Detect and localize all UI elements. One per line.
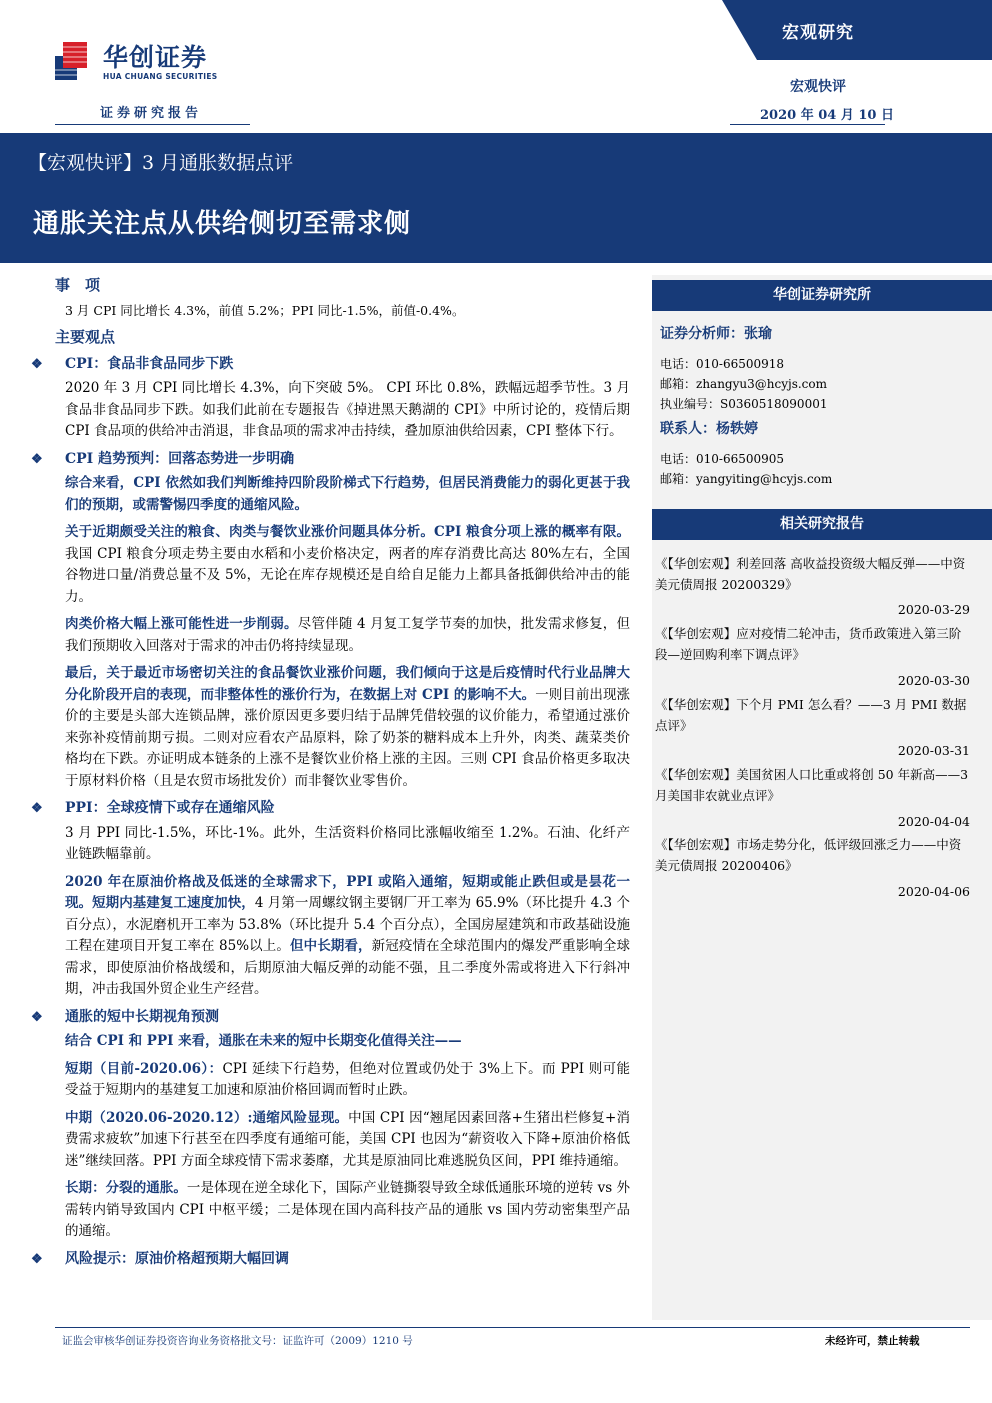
section-ppi-heading xyxy=(31,798,630,820)
catering-lead: 最后，关于最近市场密切关注的食品餐饮业涨价问题，我们倾向于这是后疫情时代行业品牌大分化阶段开启的表现，而非整体性的涨价行为，在数据上对 CPI 的影响不大。 xyxy=(65,665,630,703)
related-report-date: 2020-03-30 xyxy=(897,673,970,688)
related-report-item[interactable]: 《【华创宏观】美国贫困人口比重或将创 50 年新高——3 月美国非农就业点评》 xyxy=(655,767,969,803)
logo-chinese-name: 华创证券 xyxy=(103,43,208,72)
report-tag: 证券研究报告 xyxy=(100,106,203,121)
diamond-bullet-icon: ❖ xyxy=(31,451,43,467)
diamond-bullet-icon: ❖ xyxy=(31,801,43,816)
corner-label: 宏观研究 xyxy=(782,23,854,43)
cpi-trend-catering xyxy=(55,663,630,792)
cpi-trend-summary: 综合来看，CPI 依然如我们判断维持四阶段阶梯式下行趋势，但居民消费能力的弱化更甚于我们的预期，或需警惕四季度的通缩风险。 xyxy=(65,475,630,513)
footer-license: 证监会审核华创证券投资咨询业务资格批文号：证监许可（2009）1210 号 xyxy=(62,1335,413,1347)
banner-subtitle: 【宏观快评】3 月通胀数据点评 xyxy=(28,152,294,174)
section-cpi-paragraph: 2020 年 3 月 CPI 同比增长 4.3%，向下突破 5%。 CPI 环比 0.8%，跌幅远超季节性。3 月食品非食品同步下跌。如我们此前在专题报告《掉进黑天鹅湖的 CPI》中所讨论的，疫情后期 CPI 食品项的供给冲击消退，非食品项的需求冲击持续，叠加原油供给因素，CPI 整体下行。 xyxy=(65,380,630,439)
ppi-body-2: 新冠疫情在全球范围内的爆发严重影响全球需求，即使原油价格战缓和，后期原油大幅反弹的动能不强，且二季度外需或将进入下行斜冲期，冲击我国外贸企业生产经营。 xyxy=(65,938,631,997)
header-divider-left xyxy=(55,124,250,125)
section-risk-title: 风险提示：原油价格超预期大幅回调 xyxy=(65,1250,289,1267)
section-cpi-trend-heading xyxy=(31,449,630,471)
company-logo-icon xyxy=(55,42,95,82)
related-report-item[interactable]: 《【华创宏观】下个月 PMI 怎么看？——3 月 PMI 数据点评》 xyxy=(655,697,967,733)
views-heading: 主要观点 xyxy=(55,328,116,346)
company-logo xyxy=(55,38,245,88)
meat-lead: 肉类价格大幅上涨可能性进一步削弱。 xyxy=(65,616,298,632)
ppi-lead-2: 但中长期看， xyxy=(289,938,372,954)
ppi-paragraph-2 xyxy=(55,872,630,1001)
logo-english-name: HUA CHUANG SECURITIES xyxy=(103,72,218,81)
cpi-trend-grain xyxy=(55,522,630,608)
mid-term-lead: 中期（2020.06-2020.12）:通缩风险显现。 xyxy=(65,1109,349,1126)
report-date: 2020 年 04 月 10 日 xyxy=(760,108,894,123)
analyst-cert: 执业编号：S0360518090001 xyxy=(660,397,828,411)
outlook-mid-term xyxy=(55,1108,630,1173)
diamond-bullet-icon: ❖ xyxy=(31,1009,43,1025)
related-report-date: 2020-04-04 xyxy=(897,814,970,829)
outlook-short-term xyxy=(55,1059,630,1102)
main-content xyxy=(31,275,631,1270)
footer-divider xyxy=(55,1327,970,1328)
short-term-body: CPI 延续下行趋势，但绝对位置或仍处于 3%上下。而 PPI 则可能受益于短期内的基建复工加速和原油价格回调而暂时止跌。 xyxy=(65,1060,631,1098)
ppi-body-1: 4 月第一周螺纹钢主要钢厂开工率为 65.9%（环比提升 4.3 个百分点），水泥磨机开工率为 53.8%（环比提升 5.4 个百分点），全国房屋建筑和市政基础设施工程在建项目开复工率在 85%以上。 xyxy=(65,895,631,954)
section-outlook-title: 通胀的短中长期视角预测 xyxy=(65,1008,219,1025)
section-risk-heading xyxy=(31,1249,630,1271)
institute-title: 华创证券研究所 xyxy=(652,280,992,311)
meat-body: 尽管伴随 4 月复工复学节奏的加快，批发需求修复，但我们预期收入回落对于需求的冲击仍将持续显现。 xyxy=(65,616,631,654)
related-reports-title: 相关研究报告 xyxy=(652,509,992,540)
corner-tab xyxy=(722,0,992,60)
contact-email[interactable]: 邮箱：yangyiting@hcyjs.com xyxy=(660,472,833,486)
outlook-lead: 结合 CPI 和 PPI 来看，通胀在未来的短中长期变化值得关注—— xyxy=(65,1033,462,1049)
section-outlook-heading xyxy=(31,1007,630,1029)
section-cpi-trend-title: CPI 趋势预判：回落态势进一步明确 xyxy=(65,450,295,467)
analyst-email[interactable]: 邮箱：zhangyu3@hcyjs.com xyxy=(660,377,828,391)
long-term-body: 一是体现在逆全球化下，国际产业链撕裂导致全球低通胀环境的逆转 vs 外需转内销导致国内 CPI 中枢平缓；二是体现在国内高科技产品的通胀 vs 国内劳动密集型产品的通缩。 xyxy=(65,1180,631,1239)
contact-name: 联系人：杨轶婷 xyxy=(660,421,758,437)
event-text: 3 月 CPI 同比增长 4.3%，前值 5.2%；PPI 同比-1.5%，前值-0.4%。 xyxy=(65,302,465,318)
grain-lead: 关于近期颇受关注的粮食、肉类与餐饮业涨价问题具体分析。CPI 粮食分项上涨的概率有限。 xyxy=(65,524,630,540)
diamond-bullet-icon: ❖ xyxy=(31,1251,43,1267)
contact-phone: 电话：010-66500905 xyxy=(660,452,785,466)
related-report-date: 2020-04-06 xyxy=(897,884,970,899)
banner-title: 通胀关注点从供给侧切至需求侧 xyxy=(33,209,412,239)
cpi-trend-meat xyxy=(55,614,630,657)
related-report-date: 2020-03-31 xyxy=(897,743,970,758)
related-report-item[interactable]: 《【华创宏观】应对疫情二轮冲击，货币政策进入第三阶段—逆回购利率下调点评》 xyxy=(655,626,962,662)
report-type: 宏观快评 xyxy=(790,79,846,95)
long-term-lead: 长期：分裂的通胀。 xyxy=(65,1180,187,1196)
section-cpi-title: CPI：食品非食品同步下跌 xyxy=(65,355,234,372)
header-divider-right xyxy=(730,124,885,125)
section-cpi-heading xyxy=(31,354,630,376)
catering-body: 一则目前出现涨价的主要是头部大连锁品牌，涨价原因更多要归结于品牌凭借较强的议价能力，希望通过涨价来弥补疫情前期亏损。二则对应看农产品原料，除了奶茶的糖料成本上升外，肉类、蔬菜类价格均在下跌。亦证明成本链条的上涨不是餐饮业价格上涨的主因。三则 CPI 食品价格更多取决于原材料价格（且是农贸市场批发价）而非餐饮业零售价。 xyxy=(65,686,630,789)
ppi-paragraph-1: 3 月 PPI 同比-1.5%，环比-1%。此外，生活资料价格同比涨幅收缩至 1.2%。石油、化纤产业链跌幅靠前。 xyxy=(65,824,630,862)
related-report-item[interactable]: 《【华创宏观】市场走势分化，低评级回涨乏力——中资美元债周报 20200406》 xyxy=(655,837,962,873)
event-heading: 事 项 xyxy=(55,276,101,294)
analyst-name: 证券分析师：张瑜 xyxy=(660,326,772,342)
short-term-lead: 短期（目前-2020.06）： xyxy=(65,1060,223,1077)
ppi-lead: 2020 年在原油价格战及低迷的全球需求下，PPI 或陷入通缩，短期或能止跌但或是昙花一现。短期内基建复工速度加快， xyxy=(65,873,630,911)
diamond-bullet-icon: ❖ xyxy=(31,356,43,372)
footer-copyright: 未经许可，禁止转载 xyxy=(825,1335,920,1347)
related-report-item[interactable]: 《【华创宏观】利差回落 高收益投资级大幅反弹——中资美元债周报 20200329》 xyxy=(655,556,966,592)
section-ppi-title: PPI：全球疫情下或存在通缩风险 xyxy=(65,800,275,816)
outlook-long-term xyxy=(55,1178,630,1243)
analyst-phone: 电话：010-66500918 xyxy=(660,357,785,371)
grain-body: 我国 CPI 粮食分项走势主要由水稻和小麦价格决定，两者的库存消费比高达 80%左右，全国谷物进口量/消费总量不及 5%，无论在库存规模还是自给自足能力上都具备抵御供给冲击的能力。 xyxy=(65,545,630,605)
mid-term-body: 中国 CPI 因“翘尾因素回落+生猪出栏修复+消费需求疲软”加速下行甚至在四季度有通缩可能，美国 CPI 也因为“薪资收入下降+原油价格低迷”继续回落。PPI 方面全球疫情下需求萎靡，尤其是原油同比难逃脱负区间，PPI 维持通缩。 xyxy=(65,1109,630,1169)
related-report-date: 2020-03-29 xyxy=(897,602,970,617)
